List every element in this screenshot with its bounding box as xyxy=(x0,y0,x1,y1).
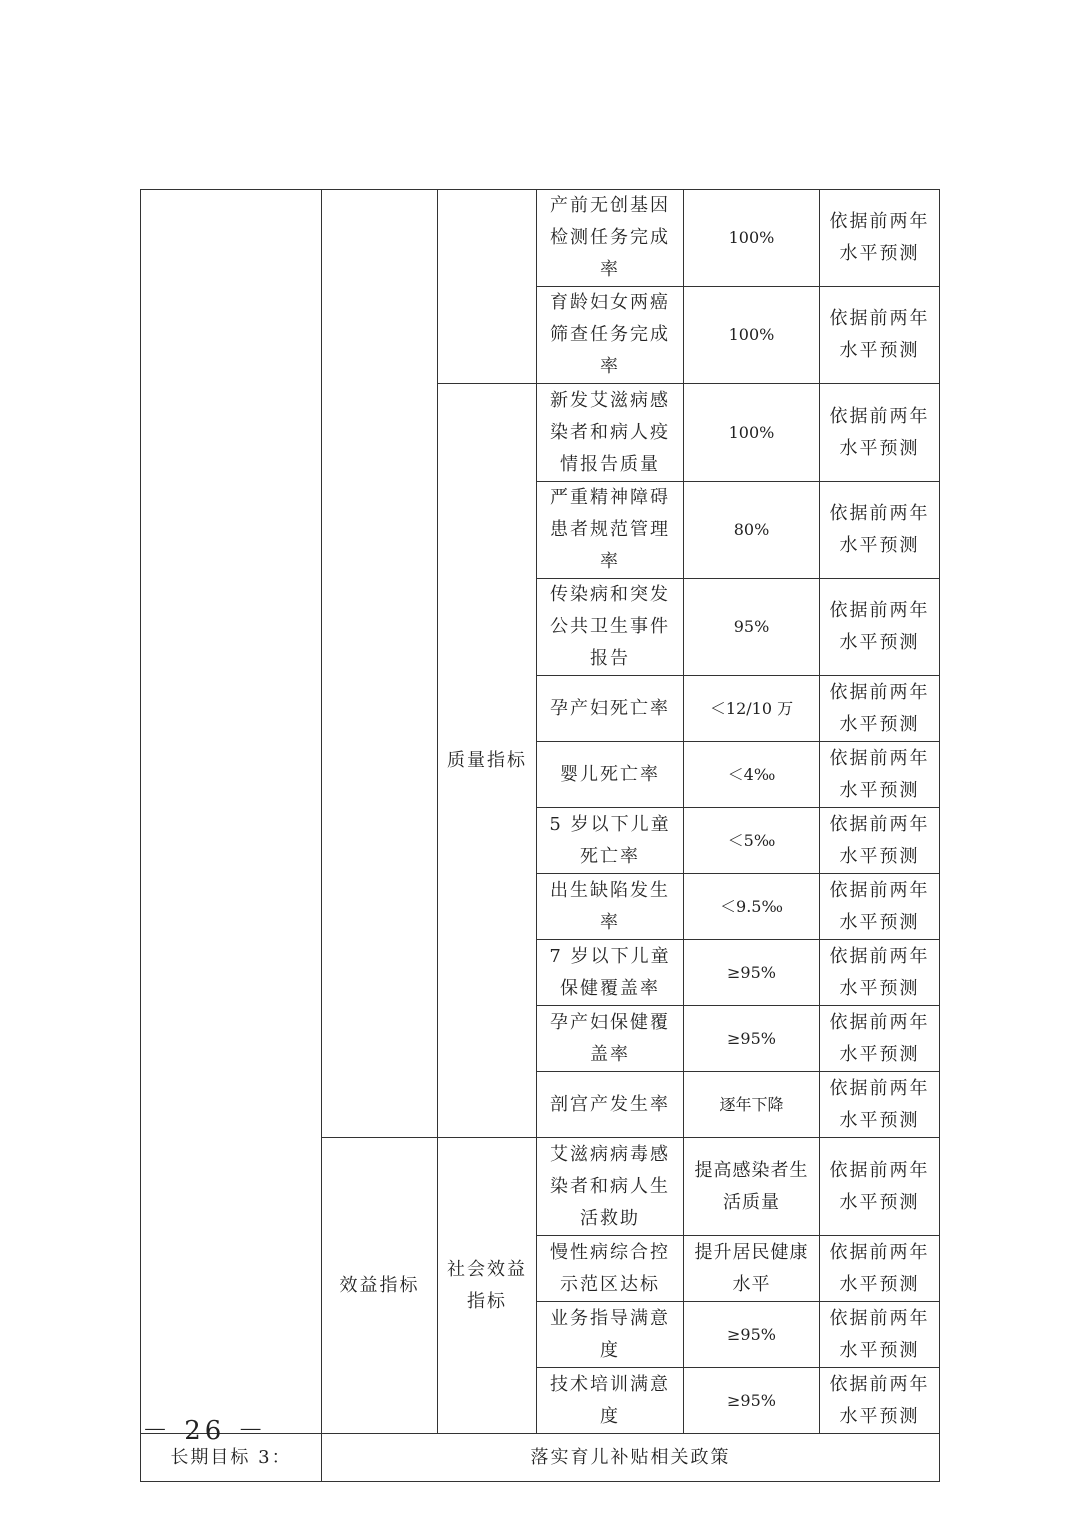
indicator-name: 7 岁以下儿童保健覆盖率 xyxy=(537,940,684,1006)
indicator-basis: 依据前两年水平预测 xyxy=(820,190,940,287)
indicator-basis: 依据前两年水平预测 xyxy=(820,482,940,579)
indicator-value: 100% xyxy=(684,190,820,287)
indicator-basis: 依据前两年水平预测 xyxy=(820,676,940,742)
indicator-basis: 依据前两年水平预测 xyxy=(820,1072,940,1138)
indicator-basis: 依据前两年水平预测 xyxy=(820,384,940,482)
indicator-name: 出生缺陷发生率 xyxy=(537,874,684,940)
table-row xyxy=(141,190,940,287)
indicator-name: 业务指导满意度 xyxy=(537,1302,684,1368)
indicator-value: ＜12/10 万 xyxy=(684,676,820,742)
indicator-value: 95% xyxy=(684,579,820,676)
second-level-indicator-cell xyxy=(438,190,537,384)
indicator-name: 孕产妇保健覆盖率 xyxy=(537,1006,684,1072)
indicator-basis: 依据前两年水平预测 xyxy=(820,1138,940,1236)
indicator-value: 逐年下降 xyxy=(684,1072,820,1138)
indicator-name: 剖宫产发生率 xyxy=(537,1072,684,1138)
indicator-name: 产前无创基因检测任务完成率 xyxy=(537,190,684,287)
long-term-goal-label: 长期目标 3： xyxy=(141,1434,322,1482)
long-term-goal-text: 落实育儿补贴相关政策 xyxy=(322,1434,940,1482)
indicator-basis: 依据前两年水平预测 xyxy=(820,1236,940,1302)
performance-indicator-table xyxy=(140,189,940,1482)
indicator-basis: 依据前两年水平预测 xyxy=(820,579,940,676)
indicator-name: 育龄妇女两癌筛查任务完成率 xyxy=(537,287,684,384)
indicator-name: 新发艾滋病感染者和病人疫情报告质量 xyxy=(537,384,684,482)
goal-category-cell xyxy=(141,190,322,1434)
indicator-value: 100% xyxy=(684,384,820,482)
indicator-value: ≥95% xyxy=(684,1368,820,1434)
indicator-basis: 依据前两年水平预测 xyxy=(820,940,940,1006)
indicator-name: 婴儿死亡率 xyxy=(537,742,684,808)
indicator-basis: 依据前两年水平预测 xyxy=(820,808,940,874)
indicator-value: ≥95% xyxy=(684,940,820,1006)
indicator-value: 100% xyxy=(684,287,820,384)
indicator-value: 提高感染者生活质量 xyxy=(684,1138,820,1236)
first-level-indicator-cell xyxy=(322,190,438,1138)
benefit-indicator-label: 效益指标 xyxy=(322,1138,438,1434)
quality-indicator-label: 质量指标 xyxy=(438,384,537,1138)
indicator-basis: 依据前两年水平预测 xyxy=(820,1006,940,1072)
indicator-basis: 依据前两年水平预测 xyxy=(820,742,940,808)
indicator-value: ≥95% xyxy=(684,1006,820,1072)
indicator-name: 慢性病综合控示范区达标 xyxy=(537,1236,684,1302)
indicator-value: ＜9.5‰ xyxy=(684,874,820,940)
page-number: － 26 － xyxy=(142,1416,268,1446)
indicator-name: 技术培训满意度 xyxy=(537,1368,684,1434)
indicator-basis: 依据前两年水平预测 xyxy=(820,874,940,940)
indicator-value: 提升居民健康水平 xyxy=(684,1236,820,1302)
indicator-name: 严重精神障碍患者规范管理率 xyxy=(537,482,684,579)
social-benefit-indicator-label: 社会效益指标 xyxy=(438,1138,537,1434)
indicator-basis: 依据前两年水平预测 xyxy=(820,1368,940,1434)
indicator-name: 艾滋病病毒感染者和病人生活救助 xyxy=(537,1138,684,1236)
indicator-value: ＜5‰ xyxy=(684,808,820,874)
indicator-basis: 依据前两年水平预测 xyxy=(820,1302,940,1368)
indicator-value: 80% xyxy=(684,482,820,579)
indicator-name: 传染病和突发公共卫生事件报告 xyxy=(537,579,684,676)
indicator-basis: 依据前两年水平预测 xyxy=(820,287,940,384)
indicator-name: 5 岁以下儿童死亡率 xyxy=(537,808,684,874)
indicator-name: 孕产妇死亡率 xyxy=(537,676,684,742)
indicator-value: ＜4‰ xyxy=(684,742,820,808)
indicator-value: ≥95% xyxy=(684,1302,820,1368)
